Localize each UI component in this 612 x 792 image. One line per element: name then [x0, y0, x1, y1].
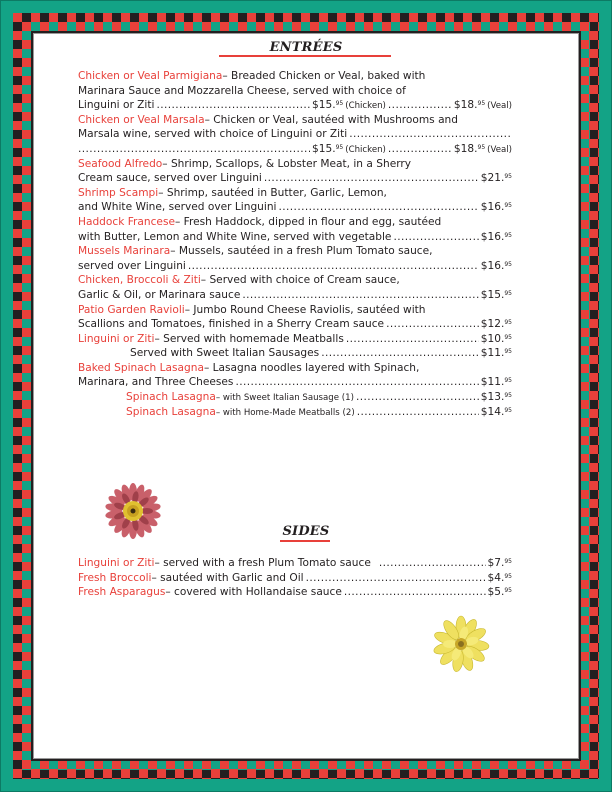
- item-name: Seafood Alfredo: [78, 157, 163, 170]
- item-price: $16.95: [480, 259, 512, 272]
- dot-leader: [386, 317, 479, 332]
- menu-item: Chicken, Broccoli & Ziti – Served with choice of Cream sauce,: [78, 274, 400, 287]
- dot-leader: [388, 98, 452, 113]
- item-name: Linguini or Ziti: [78, 332, 155, 345]
- item-price: $18.95: [453, 142, 486, 155]
- item-name: Fresh Broccoli: [78, 571, 152, 584]
- dot-leader: [321, 346, 479, 361]
- item-name: Chicken, Broccoli & Ziti: [78, 274, 201, 287]
- dot-leader: [188, 259, 479, 274]
- side-item: Fresh Asparagus – covered with Hollandaise sauce ..... $5.95: [78, 585, 512, 600]
- item-price: $10.95: [480, 332, 512, 345]
- item-name: Chicken or Veal Parmigiana: [78, 70, 223, 82]
- pink-flower-decoration: [105, 483, 161, 544]
- dot-leader: [306, 571, 486, 586]
- item-price: $4.95: [487, 571, 512, 584]
- item-name: Shrimp Scampi: [78, 186, 159, 199]
- dot-leader: [393, 230, 478, 245]
- menu-item: Shrimp Scampi – Shrimp, sautéed in Butter, Garlic, Lemon,: [78, 186, 387, 199]
- item-name: Chicken or Veal Marsala: [78, 113, 205, 126]
- menu-item: Haddock Francese – Fresh Haddock, dipped in flour and egg, sautéed: [78, 215, 442, 228]
- dot-leader: [156, 98, 310, 113]
- item-name: Patio Garden Ravioli: [78, 303, 185, 316]
- item-price: $7.95: [487, 557, 512, 569]
- yellow-flower-decoration: [430, 614, 492, 681]
- menu-item: Linguini or Ziti – Served with homemade Meatballs ..... $10.95: [78, 332, 512, 347]
- item-price: $11.95: [480, 347, 512, 360]
- dot-leader: [242, 288, 478, 303]
- menu-item: Mussels Marinara – Mussels, sautéed in a fresh Plum Tomato sauce,: [78, 245, 433, 258]
- dot-leader: [379, 556, 486, 571]
- item-price: $21.95: [480, 172, 512, 185]
- sides-title: SIDES: [282, 524, 330, 539]
- menu-item: Chicken or Veal Marsala – Chicken or Veal, sautéed with Mushrooms and: [78, 113, 458, 126]
- menu-item-variant: Spinach Lasagna – with Home-Made Meatballs (2) ..... $14.95: [78, 405, 512, 420]
- menu-item: Chicken or Veal Parmigiana – Breaded Chicken or Veal, baked with: [78, 70, 426, 82]
- menu-item-variant: Spinach Lasagna – with Sweet Italian Sausage (1) ..... $13.95: [78, 390, 512, 405]
- item-price: $15.95: [312, 99, 344, 112]
- item-name: Baked Spinach Lasagna: [78, 361, 204, 374]
- side-item: Linguini or Ziti – served with a fresh Plum Tomato sauce ..... $7.95: [78, 556, 512, 571]
- dot-leader: [346, 332, 479, 347]
- dot-leader: [235, 375, 478, 390]
- item-name: Haddock Francese: [78, 215, 175, 228]
- dot-leader: [278, 200, 478, 215]
- dot-leader: [264, 171, 479, 186]
- item-price: $15.95: [312, 142, 344, 155]
- menu-item: Seafood Alfredo – Shrimp, Scallops, & Lobster Meat, in a Sherry: [78, 157, 412, 170]
- item-price: $5.95: [487, 586, 512, 599]
- item-name: Linguini or Ziti: [78, 557, 155, 569]
- dot-leader: [349, 127, 510, 142]
- dot-leader: [344, 585, 486, 600]
- sides-list: [78, 556, 512, 600]
- entrees-title: ENTRÉES: [269, 40, 343, 55]
- item-price: $11.95: [480, 376, 512, 389]
- side-item: Fresh Broccoli – sautéed with Garlic and Oil ..... $4.95: [78, 571, 512, 586]
- item-price: $12.95: [480, 318, 512, 331]
- dot-leader: [388, 142, 452, 157]
- menu-item-variant: Served with Sweet Italian Sausages ..... $11.95: [78, 346, 512, 361]
- menu-item: Patio Garden Ravioli – Jumbo Round Cheese Raviolis, sautéed with: [78, 303, 426, 316]
- item-name: Mussels Marinara: [78, 245, 171, 258]
- dot-leader: [78, 142, 310, 157]
- dot-leader: [357, 405, 479, 420]
- item-price: $18.95: [453, 99, 486, 112]
- item-price: $16.95: [480, 201, 512, 214]
- item-price: $15.95: [480, 288, 512, 301]
- item-price: $13.95: [480, 391, 512, 404]
- sides-title-underline: [280, 540, 330, 542]
- dot-leader: [356, 390, 479, 405]
- menu-item: Baked Spinach Lasagna – Lasagna noodles layered with Spinach,: [78, 361, 420, 374]
- item-name: Fresh Asparagus: [78, 586, 166, 599]
- item-price: $16.95: [480, 230, 512, 243]
- item-price: $14.95: [480, 405, 512, 418]
- entrees-title-underline: [219, 55, 391, 57]
- entrees-list: Chicken or Veal Parmigiana – Breaded Chicken or Veal, baked with Marinara Sauce and Mozzarella Cheese, served with choice of Linguini or Ziti ..... $15.95 (Chicken) ..... $18.95 (Veal) Chicken or Veal Marsala – Chicken or Veal, sautéed with Mushrooms and Marsala wine, served with choice of Linguini or Ziti ..... ..... $15.95 (Chicken) ..... $18.95 (Veal) Seafood Alfredo – Shrimp, Scallops, & Lobster Meat, in a Sherry Cream sauce, served over Linguini ..... $21.95 Shrimp Scampi – Shrimp, sautéed in Butter, Garlic, Lemon, and White Wine, served over Linguini ..... $16.95 Haddock Francese – Fresh Haddock, dipped in flour and egg, sautéed with Butter, Lemon and White Wine, served with vegetable ..... $16.95 Mussels Marinara – Mussels, sautéed in a fresh Plum Tomato sauce, served over Linguini ..... $16.95 Chicken, Broccoli & Ziti – Served with choice of Cream sauce, Garlic & Oil, or Marinara sauce ..... $15.95 Patio Garden Ravioli – Jumbo Round Cheese Raviolis, sautéed with Scallions and Tomatoes, finished in a Sherry Cream sauce ..... $12.95 Linguini or Ziti – Served with homemade Meatballs ..... $10.95 Served with Sweet Italian Sausages ..... $11.95 Baked Spinach Lasagna – Lasagna noodles layered with Spinach, Marinara, and Three Cheeses ..... $11.95 Spinach Lasagna – with Sweet Italian Sausage (1) ..... $13.95 Spinach Lasagna – with Home-Made Meatballs (2) ..... $14.95: [78, 69, 512, 419]
